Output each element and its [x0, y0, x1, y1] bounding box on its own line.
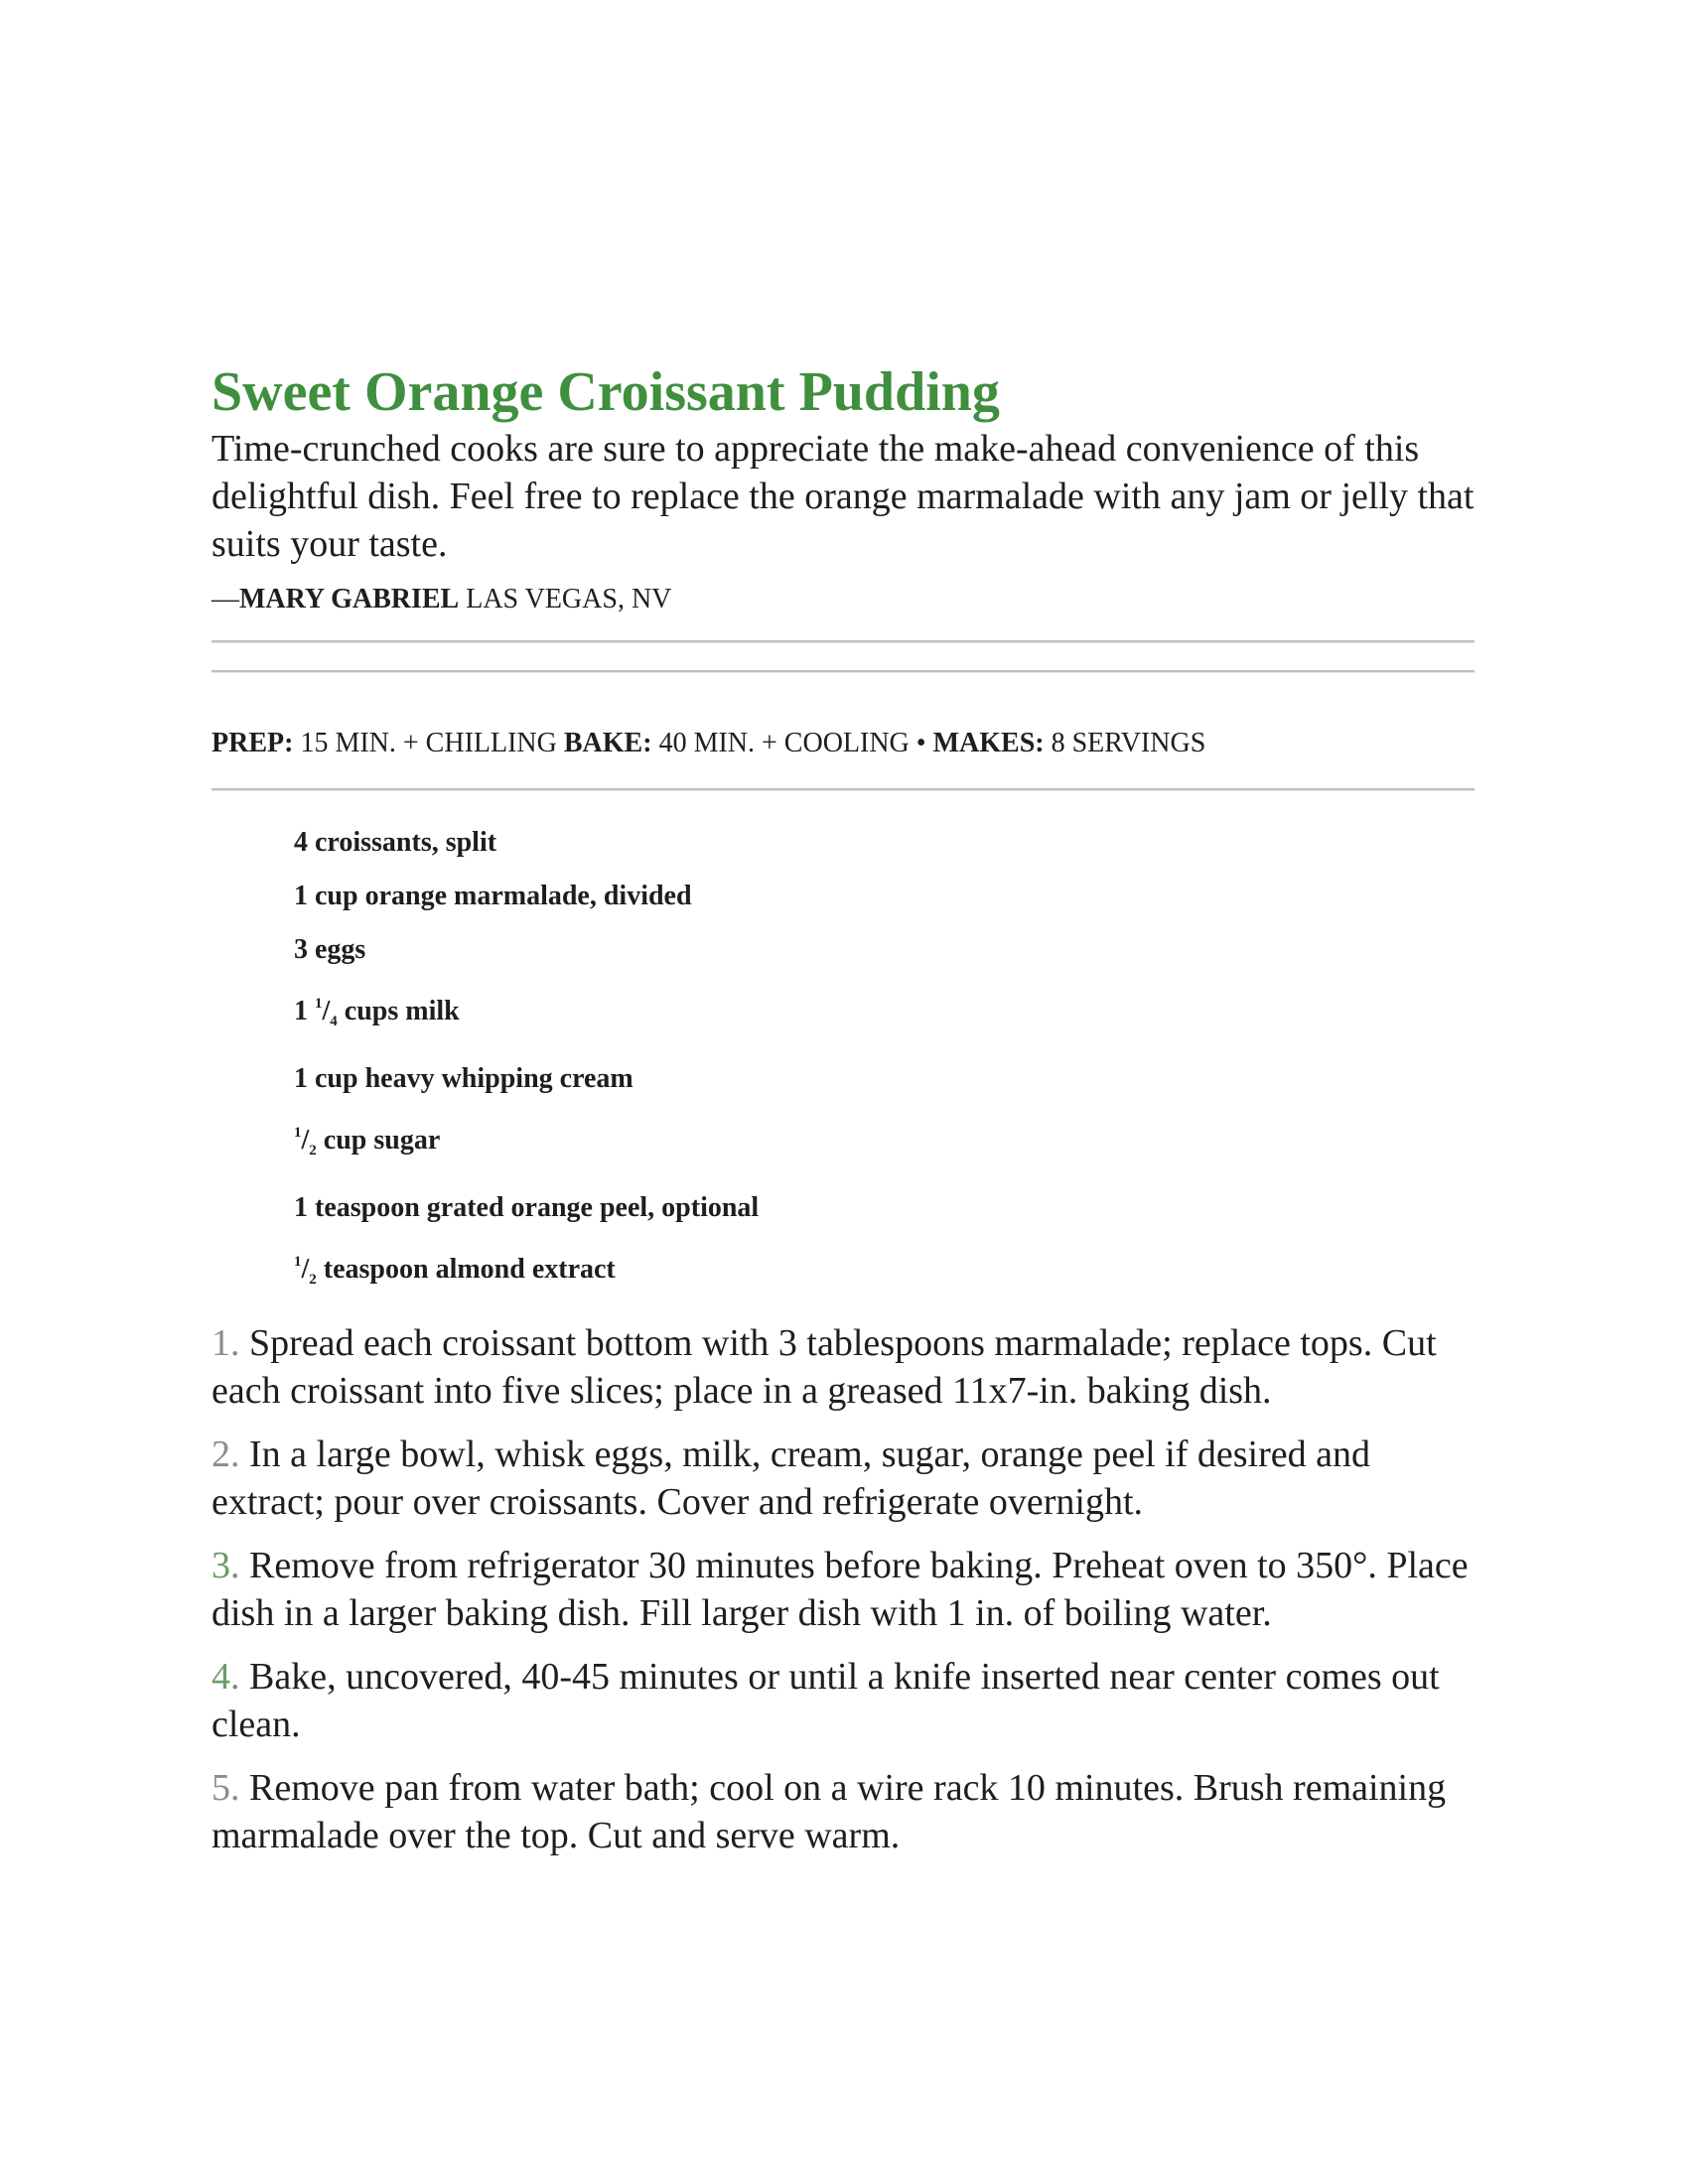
- step-number: 1.: [211, 1322, 240, 1364]
- step-text: Spread each croissant bottom with 3 tablespoons marmalade; replace tops. Cut each croissant into five slices; place in a greased 11x7-in. baking dish.: [211, 1322, 1437, 1412]
- fraction-slash: /: [301, 1254, 310, 1285]
- step-number: 3.: [211, 1545, 240, 1586]
- ingredient-rest: cup sugar: [316, 1125, 441, 1156]
- step-number: 2.: [211, 1433, 240, 1475]
- fraction-denominator: 2: [309, 1272, 317, 1288]
- fraction-slash: /: [301, 1125, 310, 1156]
- makes-value: 8 SERVINGS: [1044, 728, 1206, 758]
- direction-step: [211, 1764, 1475, 1859]
- fraction-slash: /: [322, 996, 331, 1026]
- byline-author: MARY GABRIEL: [239, 584, 460, 614]
- recipe-intro: Time-crunched cooks are sure to appreciate the make-ahead convenience of this delightful dish. Feel free to replace the orange marmalade with any jam or jelly that suits your taste.: [211, 428, 1475, 565]
- recipe-title: Sweet Orange Croissant Pudding: [211, 361, 1000, 423]
- ingredient-list: [211, 825, 1475, 1297]
- ingredient-item: 1 teaspoon grated orange peel, optional: [294, 1192, 760, 1223]
- ingredient-item: [294, 986, 1475, 1039]
- direction-steps: [211, 1319, 1475, 1859]
- recipe-meta: [211, 726, 1475, 761]
- ingredient-item: 1 cup heavy whipping cream: [294, 1063, 633, 1094]
- prep-label: PREP:: [211, 728, 294, 758]
- prep-value: 15 MIN. + CHILLING: [293, 728, 564, 758]
- byline-location: LAS VEGAS, NV: [459, 584, 672, 614]
- direction-step: [211, 1319, 1475, 1415]
- step-number: 5.: [211, 1767, 240, 1809]
- ingredient-item: 1 cup orange marmalade, divided: [294, 881, 692, 911]
- ingredient-item: 4 croissants, split: [294, 827, 497, 858]
- ingredient-whole: 1: [294, 996, 315, 1026]
- bake-value: 40 MIN. + COOLING •: [651, 728, 933, 758]
- fraction-numerator: 1: [294, 1125, 302, 1141]
- divider-meta: [211, 788, 1475, 791]
- direction-step: [211, 1653, 1475, 1748]
- recipe-byline: [211, 582, 1475, 617]
- step-text: Bake, uncovered, 40-45 minutes or until a knife inserted near center comes out clean.: [211, 1656, 1440, 1745]
- fraction-denominator: 2: [309, 1143, 317, 1159]
- byline-dash: —: [211, 584, 239, 614]
- ingredient-rest: teaspoon almond extract: [316, 1254, 616, 1285]
- ingredient-item: [294, 1115, 1475, 1168]
- ingredient-item: 3 eggs: [294, 934, 366, 965]
- step-text: In a large bowl, whisk eggs, milk, cream, sugar, orange peel if desired and extract; pour over croissants. Cover and refrigerate overnight.: [211, 1433, 1370, 1523]
- makes-label: MAKES:: [932, 728, 1045, 758]
- fraction-denominator: 4: [330, 1014, 338, 1029]
- divider-top-2: [211, 670, 1475, 673]
- ingredient-item: [294, 1244, 1475, 1297]
- step-number: 4.: [211, 1656, 240, 1698]
- recipe-page: [211, 357, 1475, 1875]
- direction-step: [211, 1542, 1475, 1637]
- fraction-numerator: 1: [294, 1254, 302, 1270]
- bake-label: BAKE:: [563, 728, 652, 758]
- ingredient-rest: cups milk: [337, 996, 460, 1026]
- fraction-numerator: 1: [315, 996, 323, 1012]
- divider-top-1: [211, 640, 1475, 643]
- direction-step: [211, 1431, 1475, 1526]
- step-text: Remove from refrigerator 30 minutes before baking. Preheat oven to 350°. Place dish in a larger baking dish. Fill larger dish with 1 in. of boiling water.: [211, 1545, 1469, 1634]
- step-text: Remove pan from water bath; cool on a wire rack 10 minutes. Brush remaining marmalade over the top. Cut and serve warm.: [211, 1767, 1447, 1856]
